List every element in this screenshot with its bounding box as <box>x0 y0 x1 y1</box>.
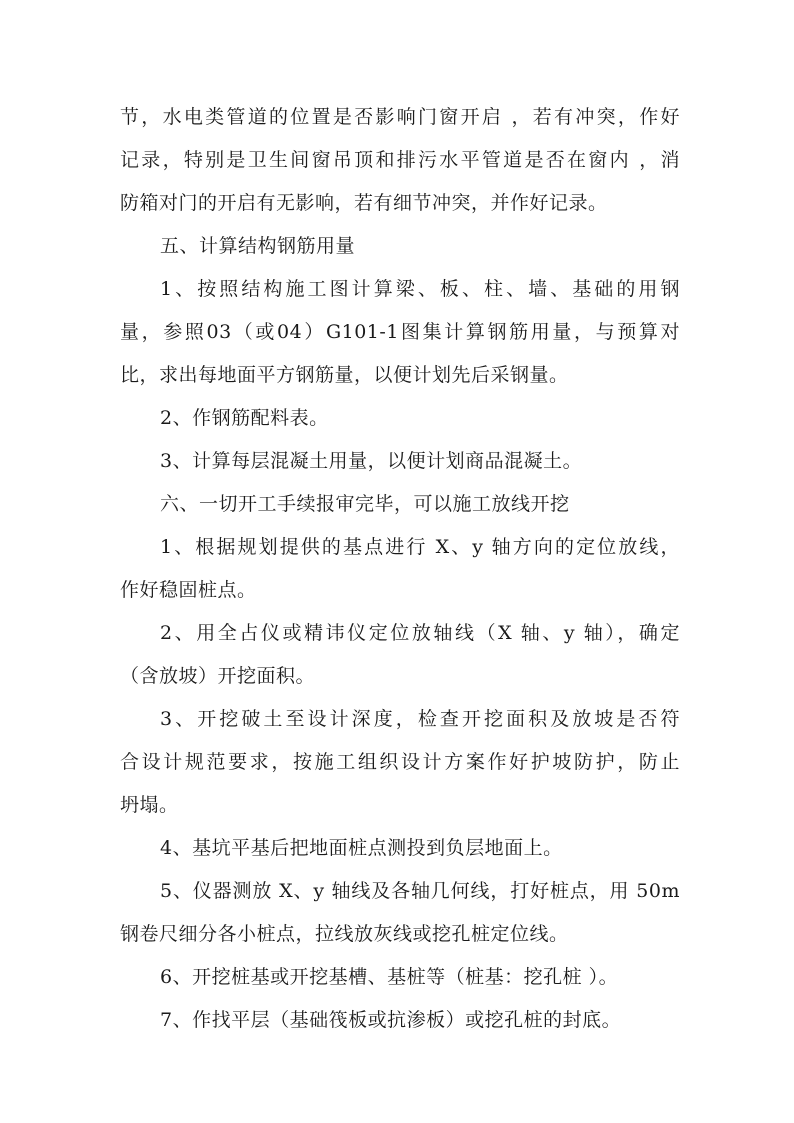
paragraph-line: 6、开挖桩基或开挖基槽、基桩等（桩基：挖孔桩 ）。 <box>160 966 619 988</box>
paragraph-line: 量，参照03（或04）G101-1图集计算钢筋用量，与预算对 <box>120 321 680 343</box>
paragraph-line: 合设计规范要求，按施工组织设计方案作好护坡防护，防止 <box>120 751 680 773</box>
paragraph-line: 防箱对门的开启有无影响，若有细节冲突，并作好记录。 <box>120 192 608 214</box>
section-heading-5: 五、计算结构钢筋用量 <box>160 235 356 257</box>
paragraph-line: 2、用全占仪或精讳仪定位放轴线（X 轴、y 轴），确定 <box>160 622 680 644</box>
paragraph-line: 2、作钢筋配料表。 <box>160 407 329 429</box>
paragraph-line: （含放坡）开挖面积。 <box>120 665 316 687</box>
paragraph-line: 1、根据规划提供的基点进行 X、y 轴方向的定位放线， <box>160 536 680 558</box>
paragraph-line: 5、仪器测放 X、y 轴线及各轴几何线，打好桩点，用 50m <box>160 880 680 902</box>
paragraph-line: 3、开挖破土至设计深度，检查开挖面积及放坡是否符 <box>160 708 680 730</box>
paragraph-line: 坍塌。 <box>120 794 179 816</box>
paragraph-line: 7、作找平层（基础筏板或抗渗板）或挖孔桩的封底。 <box>160 1009 622 1031</box>
paragraph-line: 4、基坑平基后把地面桩点测投到负层地面上。 <box>160 837 563 859</box>
paragraph-line: 比，求出每地面平方钢筋量，以便计划先后采钢量。 <box>120 364 569 386</box>
paragraph-line: 钢卷尺细分各小桩点，拉线放灰线或挖孔桩定位线。 <box>120 923 569 945</box>
paragraph-line: 节，水电类管道的位置是否影响门窗开启 ，若有冲突，作好 <box>120 106 680 128</box>
paragraph-line: 1、按照结构施工图计算梁、板、柱、墙、基础的用钢 <box>160 278 680 300</box>
paragraph-line: 作好稳固桩点。 <box>120 579 257 601</box>
paragraph-line: 3、计算每层混凝土用量，以便计划商品混凝土。 <box>160 450 583 472</box>
document-body <box>120 96 680 1042</box>
paragraph-line: 记录，特别是卫生间窗吊顶和排污水平管道是否在窗内 ，消 <box>120 149 680 171</box>
section-heading-6: 六、一切开工手续报审完毕，可以施工放线开挖 <box>160 493 570 515</box>
